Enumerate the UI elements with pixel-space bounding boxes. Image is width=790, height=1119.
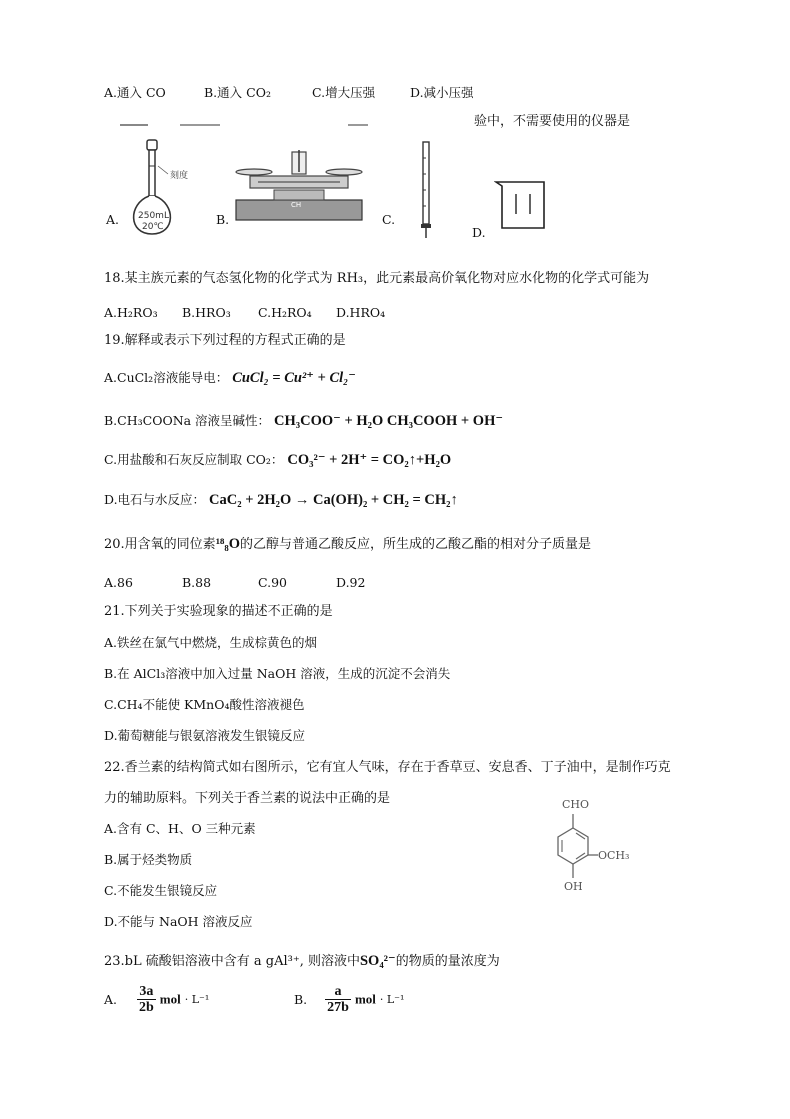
- q17-option-d: D.减小压强: [410, 85, 474, 100]
- q17-stem: 验中，不需要使用的仪器是: [474, 114, 631, 129]
- q23-a-numerator: 3a: [137, 984, 156, 1000]
- buret-icon: [416, 138, 436, 242]
- q19-stem: 19.解释或表示下列过程的方程式正确的是: [104, 333, 346, 348]
- volumetric-flask-icon: [124, 138, 204, 238]
- q21-option-a: A.铁丝在氯气中燃烧，生成棕黄色的烟: [104, 635, 318, 650]
- q20-stem-post: 的乙醇与普通乙酸反应，所生成的乙酸乙酯的相对分子质量是: [240, 537, 592, 552]
- q20-isotope: ¹⁸₈O: [215, 536, 241, 552]
- q22-stem-line1: 22.香兰素的结构简式如右图所示，它有宜人气味，存在于香草豆、安息香、丁子油中，是制作巧克: [104, 760, 671, 775]
- q23-b-denominator: 27b: [327, 1000, 349, 1015]
- struct-oh: OH: [564, 880, 583, 893]
- q23-a-label: A.: [104, 992, 118, 1007]
- q23-stem-pre: 23.bL 硫酸铝溶液中含有 a gAl³⁺, 则溶液中: [104, 954, 360, 969]
- apparatus-label-d: D.: [472, 225, 486, 240]
- q21-option-c: C.CH₄不能使 KMnO₄酸性溶液褪色: [104, 697, 305, 712]
- q23-b-numerator: a: [325, 984, 351, 1000]
- apparatus-label-c: C.: [382, 212, 396, 227]
- q20-option-b: B.88: [182, 575, 212, 590]
- q19-a-text: A.CuCl₂溶液能导电：: [104, 370, 229, 385]
- balance-icon: [234, 148, 364, 228]
- q23-option-b: [294, 984, 404, 1015]
- q23-a-unit-mol: mol: [159, 991, 181, 1007]
- q19-c-equation: CO₃²⁻ + 2H⁺ = CO₂↑+H₂O: [287, 452, 452, 468]
- q18-stem: 18.某主族元素的气态氢化物的化学式为 RH₃，此元素最高价氧化物对应水化物的化学式可能为: [104, 271, 650, 286]
- q23-b-unit-mol: mol: [354, 991, 376, 1007]
- q19-option-b: [104, 412, 503, 430]
- q17-option-a: A.通入 CO: [104, 85, 166, 100]
- q18-option-c: C.H₂RO₄: [258, 305, 312, 320]
- q17-option-c: C.增大压强: [312, 85, 376, 100]
- q23-b-fraction: [325, 984, 351, 1015]
- q20-stem: [104, 534, 591, 555]
- q19-d-equation: CaC₂ + 2H₂O → Ca(OH)₂ + CH₂ = CH₂↑: [209, 492, 458, 508]
- struct-och3: OCH₃: [598, 849, 630, 862]
- q19-a-equation: CuCl₂ = Cu²⁺ + Cl₂⁻: [232, 370, 356, 386]
- q18-option-d: D.HRO₄: [336, 305, 386, 320]
- q19-option-a: [104, 369, 356, 387]
- q23-stem-post: 的物质的量浓度为: [395, 954, 500, 969]
- q23-option-a: [104, 984, 209, 1015]
- struct-cho: CHO: [562, 798, 590, 811]
- q20-option-d: D.92: [336, 575, 366, 590]
- q19-option-c: [104, 451, 451, 469]
- flask-temp-label: 20℃: [142, 222, 164, 232]
- q21-option-b: B.在 AlCl₃溶液中加入过量 NaOH 溶液，生成的沉淀不会消失: [104, 666, 451, 681]
- flask-volume-label: 250mL: [138, 211, 169, 221]
- apparatus-label-b: B.: [216, 212, 230, 227]
- q23-b-label: B.: [294, 992, 308, 1007]
- q23-stem: [104, 951, 500, 972]
- q20-stem-pre: 20.用含氧的同位素: [104, 537, 216, 552]
- q19-option-d: [104, 491, 458, 509]
- q23-ion: SO₄²⁻: [359, 953, 396, 969]
- q22-option-d: D.不能与 NaOH 溶液反应: [104, 914, 253, 929]
- beaker-icon: [494, 180, 548, 232]
- q17-option-b: B.通入 CO₂: [204, 85, 271, 100]
- q23-a-denominator: 2b: [139, 1000, 154, 1015]
- q22-stem-line2: 力的辅助原料。下列关于香兰素的说法中正确的是: [104, 791, 391, 806]
- flask-scale-label: 刻度: [170, 171, 189, 181]
- balance-tag: CH: [291, 201, 302, 209]
- apparatus-label-a: A.: [106, 212, 120, 227]
- q20-option-c: C.90: [258, 575, 287, 590]
- q21-option-d: D.葡萄糖能与银氨溶液发生银镜反应: [104, 728, 306, 743]
- benzene-ring-icon: [540, 798, 650, 906]
- q18-option-a: A.H₂RO₃: [104, 305, 158, 320]
- q22-option-c: C.不能发生银镜反应: [104, 883, 218, 898]
- q19-c-text: C.用盐酸和石灰反应制取 CO₂：: [104, 452, 284, 467]
- q22-option-b: B.属于烃类物质: [104, 852, 193, 867]
- q20-option-a: A.86: [104, 575, 133, 590]
- q23-b-unit-l: · L⁻¹: [379, 993, 405, 1006]
- q18-option-b: B.HRO₃: [182, 305, 231, 320]
- q23-a-fraction: [137, 984, 156, 1015]
- q22-option-a: A.含有 C、H、O 三种元素: [104, 821, 256, 836]
- q19-b-text: B.CH₃COONa 溶液呈碱性：: [104, 413, 271, 428]
- scan-artifact-icon: [120, 122, 420, 128]
- q23-a-unit-l: · L⁻¹: [184, 993, 210, 1006]
- obscured-text: [120, 113, 420, 119]
- q19-b-equation: CH₃COO⁻ + H₂O CH₃COOH + OH⁻: [274, 413, 503, 429]
- q19-d-text: D.电石与水反应：: [104, 492, 206, 507]
- q21-stem: 21.下列关于实验现象的描述不正确的是: [104, 604, 333, 619]
- vanillin-structure: [540, 798, 650, 906]
- q17-apparatus: [104, 138, 564, 248]
